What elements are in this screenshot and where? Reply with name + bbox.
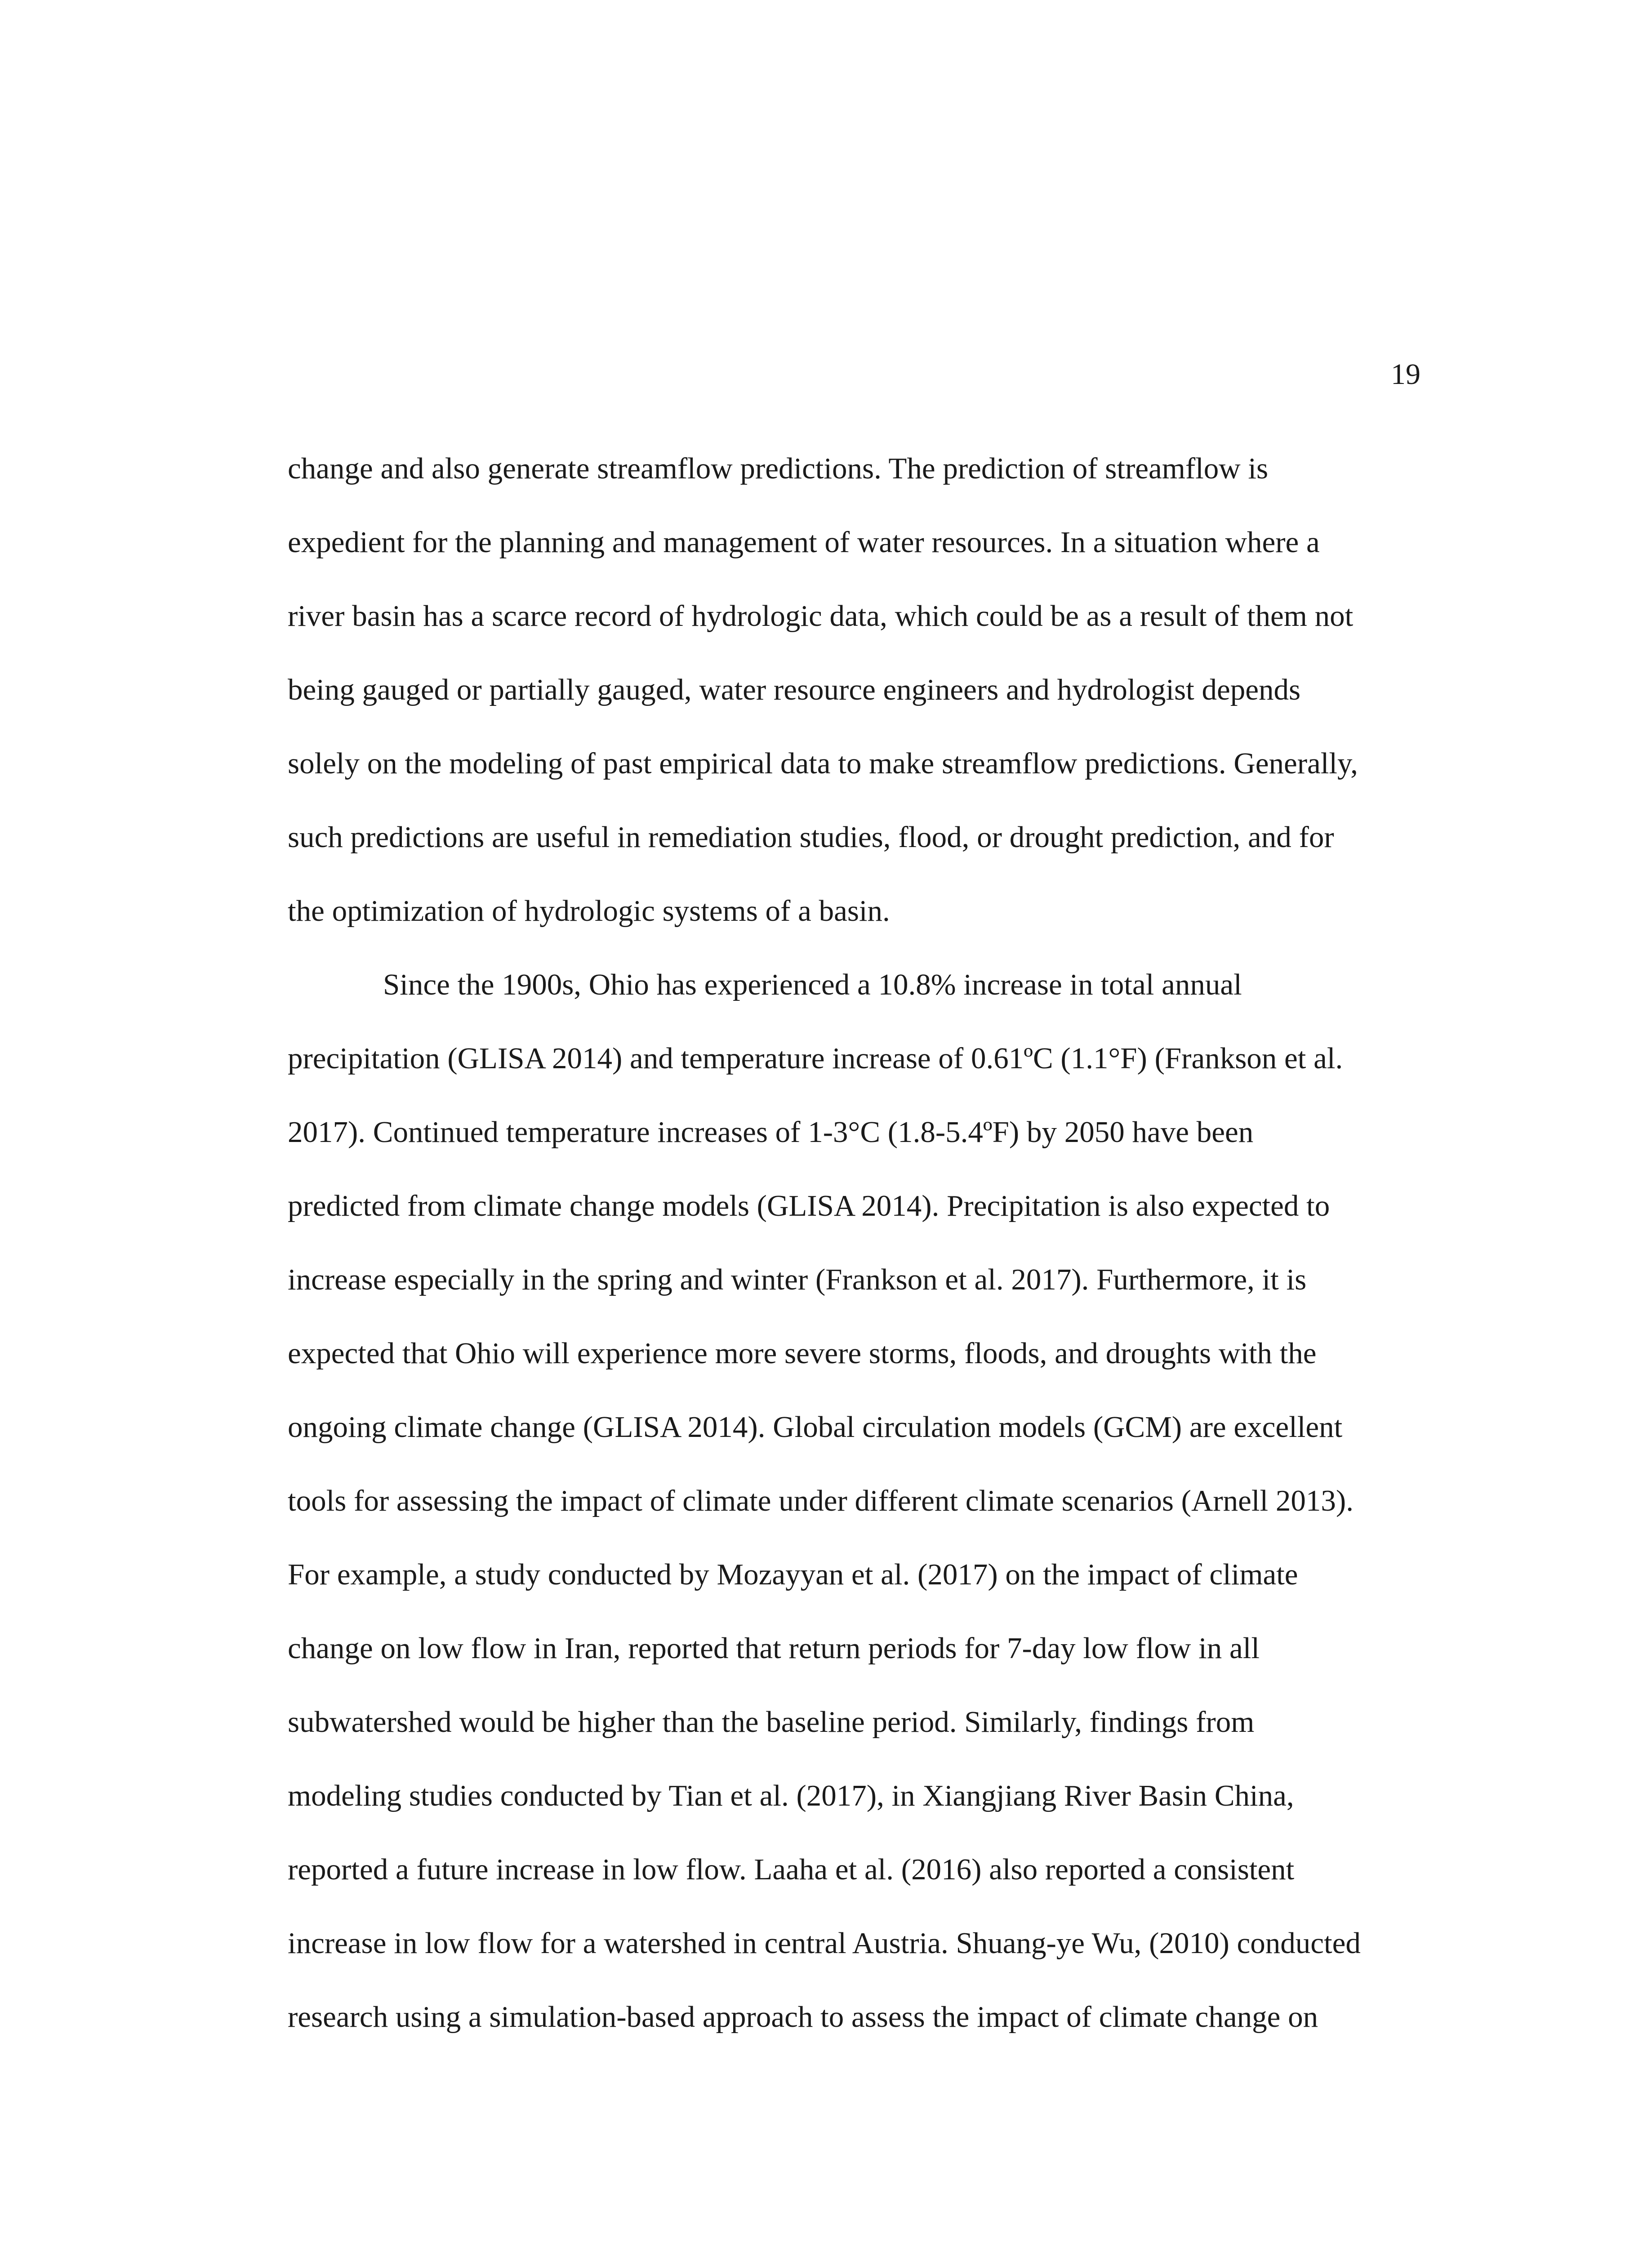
text-line: precipitation (GLISA 2014) and temperature increase of 0.61ºC (1.1°F) (Frankson et al. (288, 1042, 1343, 1075)
page-number: 19 (1391, 358, 1420, 391)
text-line: solely on the modeling of past empirical data to make streamflow predictions. Generally, (288, 747, 1358, 780)
text-line: being gauged or partially gauged, water resource engineers and hydrologist depends (288, 673, 1301, 706)
text-line: change and also generate streamflow predictions. The prediction of streamflow is (288, 452, 1269, 485)
body-text (288, 432, 1438, 2054)
text-line: river basin has a scarce record of hydrologic data, which could be as a result of them not (288, 599, 1354, 633)
text-line: reported a future increase in low flow. Laaha et al. (2016) also reported a consistent (288, 1853, 1295, 1886)
text-line: research using a simulation-based approach to assess the impact of climate change on (288, 2000, 1318, 2034)
text-line: expected that Ohio will experience more severe storms, floods, and droughts with the (288, 1337, 1317, 1370)
text-line: tools for assessing the impact of climate under different climate scenarios (Arnell 2013). (288, 1484, 1354, 1517)
text-line: increase in low flow for a watershed in central Austria. Shuang-ye Wu, (2010) conducted (288, 1927, 1361, 1960)
text-line: modeling studies conducted by Tian et al. (2017), in Xiangjiang River Basin China, (288, 1779, 1294, 1812)
text-line: change on low flow in Iran, reported that return periods for 7-day low flow in all (288, 1632, 1260, 1665)
text-line: increase especially in the spring and winter (Frankson et al. 2017). Furthermore, it is (288, 1263, 1307, 1296)
text-line: such predictions are useful in remediation studies, flood, or drought prediction, and for (288, 821, 1334, 854)
text-line: expedient for the planning and management of water resources. In a situation where a (288, 526, 1320, 559)
text-line: predicted from climate change models (GLISA 2014). Precipitation is also expected to (288, 1189, 1330, 1222)
text-line: subwatershed would be higher than the baseline period. Similarly, findings from (288, 1705, 1255, 1739)
text-line: For example, a study conducted by Mozayyan et al. (2017) on the impact of climate (288, 1558, 1298, 1591)
text-line: the optimization of hydrologic systems of a basin. (288, 894, 890, 928)
text-line: ongoing climate change (GLISA 2014). Global circulation models (GCM) are excellent (288, 1410, 1343, 1444)
text-line: 2017). Continued temperature increases of 1-3°C (1.8-5.4ºF) by 2050 have been (288, 1115, 1254, 1149)
text-line: Since the 1900s, Ohio has experienced a 10.8% increase in total annual (383, 968, 1242, 1001)
